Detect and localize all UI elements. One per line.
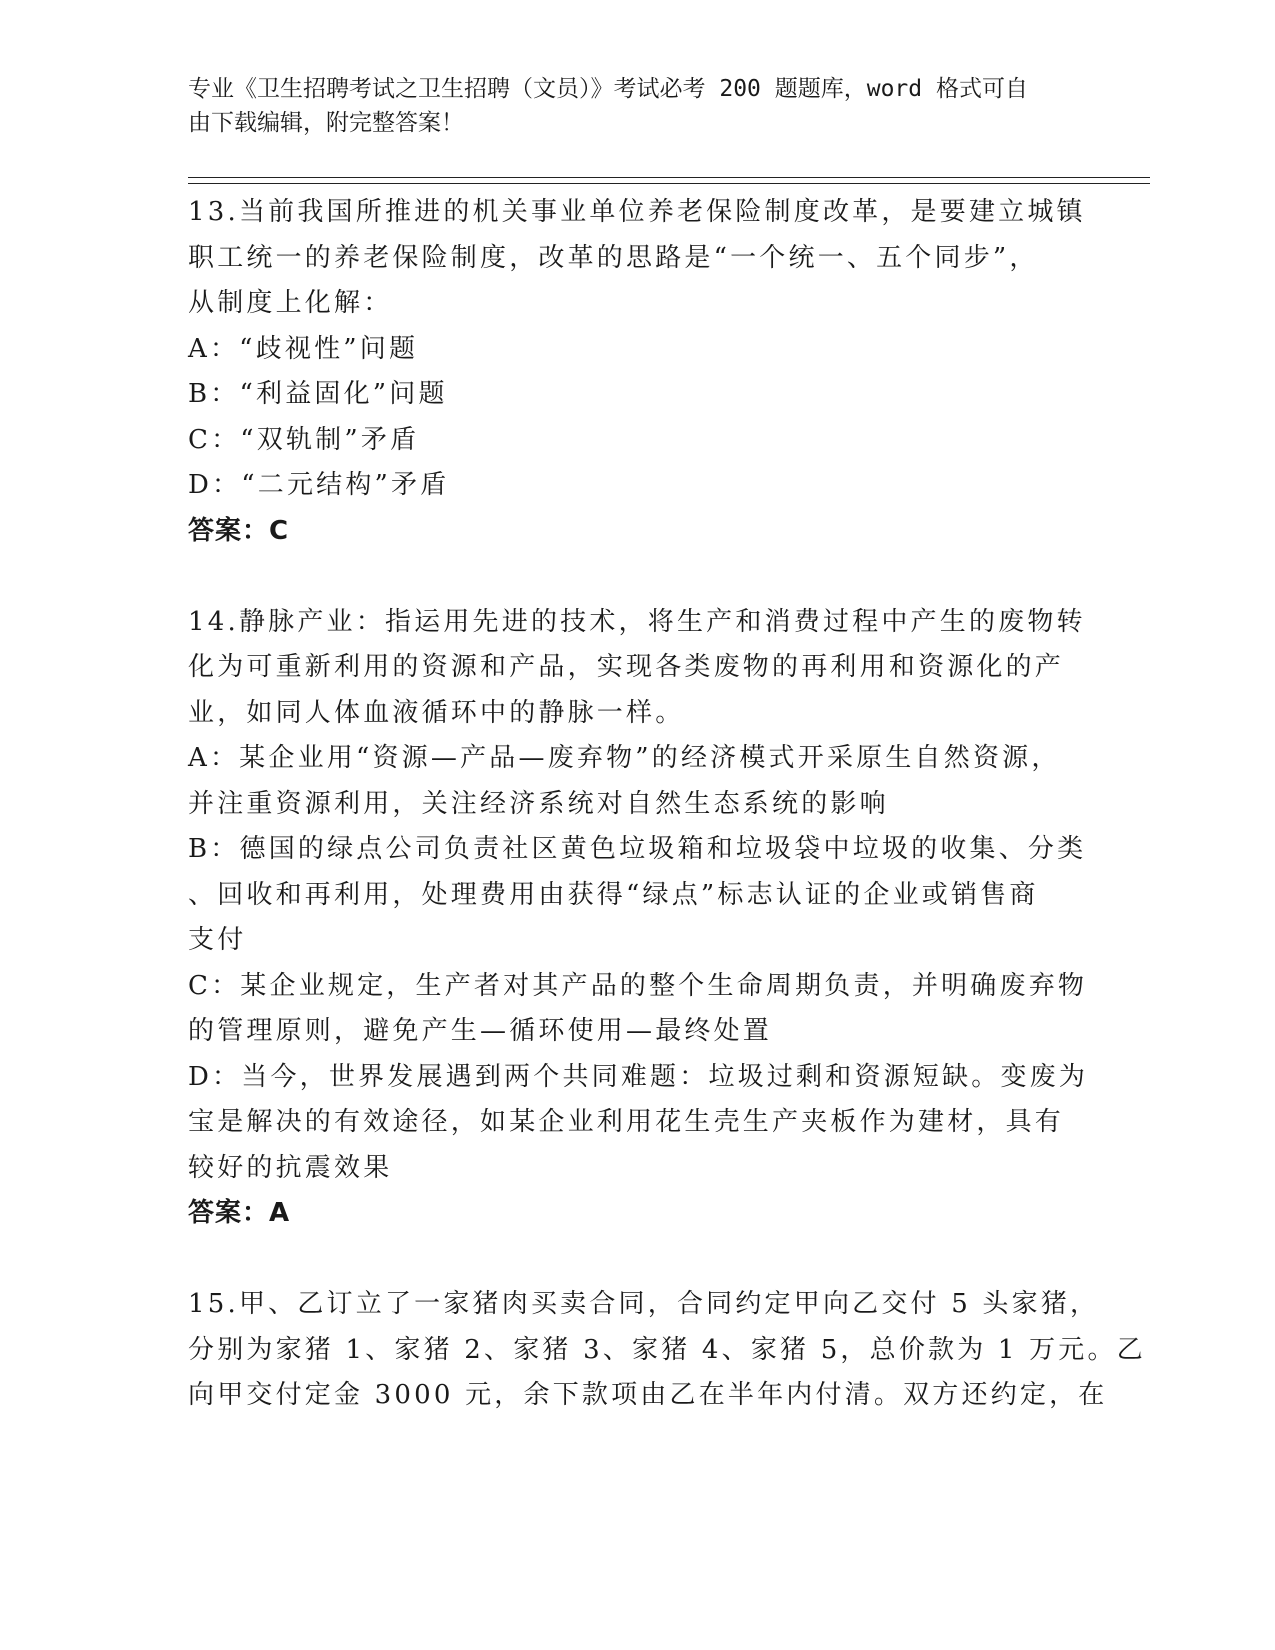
question-stem: 从制度上化解： [188,288,393,318]
header-line: 专业《卫生招聘考试之卫生招聘（文员）》考试必考 200 题题库，word 格式可自 [188,76,1028,102]
option-d: D：当今，世界发展遇到两个共同难题：垃圾过剩和资源短缺。变废为 [188,1061,1089,1092]
option-c: C：某企业规定，生产者对其产品的整个生命周期负责，并明确废弃物 [188,970,1088,1001]
question-stem: 职工统一的养老保险制度，改革的思路是“一个统一、五个同步”， [188,242,1039,273]
option-d: 较好的抗震效果 [188,1152,393,1183]
option-d: 宝是解决的有效途径，如某企业利用花生壳生产夹板作为建材，具有 [188,1107,1065,1137]
question-15 [188,1282,1146,1419]
header-divider [188,177,1150,178]
answer: 答案：A [188,1198,291,1228]
option-b: 、回收和再利用，处理费用由获得“绿点”标志认证的企业或销售商 [188,879,1039,910]
question-stem: 分别为家猪 1、家猪 2、家猪 3、家猪 4、家猪 5，总价款为 1 万元。乙 [188,1334,1146,1365]
question-stem: 化为可重新利用的资源和产品，实现各类废物的再利用和资源化的产 [188,652,1065,682]
question-list [188,190,1146,1419]
option-b: B：“利益固化”问题 [188,379,448,409]
question-stem: 14.静脉产业：指运用先进的技术，将生产和消费过程中产生的废物转 [188,606,1086,637]
question-13 [188,190,1086,554]
question-stem: 向甲交付定金 3000 元，余下款项由乙在半年内付清。双方还约定，在 [188,1380,1108,1410]
option-d: D：“二元结构”矛盾 [188,470,450,500]
question-14 [188,600,1089,1237]
answer: 答案：C [188,515,290,546]
question-stem: 业，如同人体血液循环中的静脉一样。 [188,697,685,728]
option-b: 支付 [188,925,247,955]
page-header [188,72,1068,140]
option-c: C：“双轨制”矛盾 [188,424,420,455]
option-a: A：“歧视性”问题 [188,333,419,364]
header-divider [188,183,1150,184]
option-b: B：德国的绿点公司负责社区黄色垃圾箱和垃圾袋中垃圾的收集、分类 [188,834,1087,864]
option-a: A：某企业用“资源—产品—废弃物”的经济模式开采原生自然资源， [188,743,1061,773]
question-stem: 13.当前我国所推进的机关事业单位养老保险制度改革，是要建立城镇 [188,197,1086,227]
header-line: 由下载编辑，附完整答案！ [188,110,464,136]
question-stem: 15.甲、乙订立了一家猪肉买卖合同，合同约定甲向乙交付 5 头家猪， [188,1289,1100,1319]
option-c: 的管理原则，避免产生—循环使用—最终处置 [188,1016,773,1046]
option-a: 并注重资源利用，关注经济系统对自然生态系统的影响 [188,788,889,819]
